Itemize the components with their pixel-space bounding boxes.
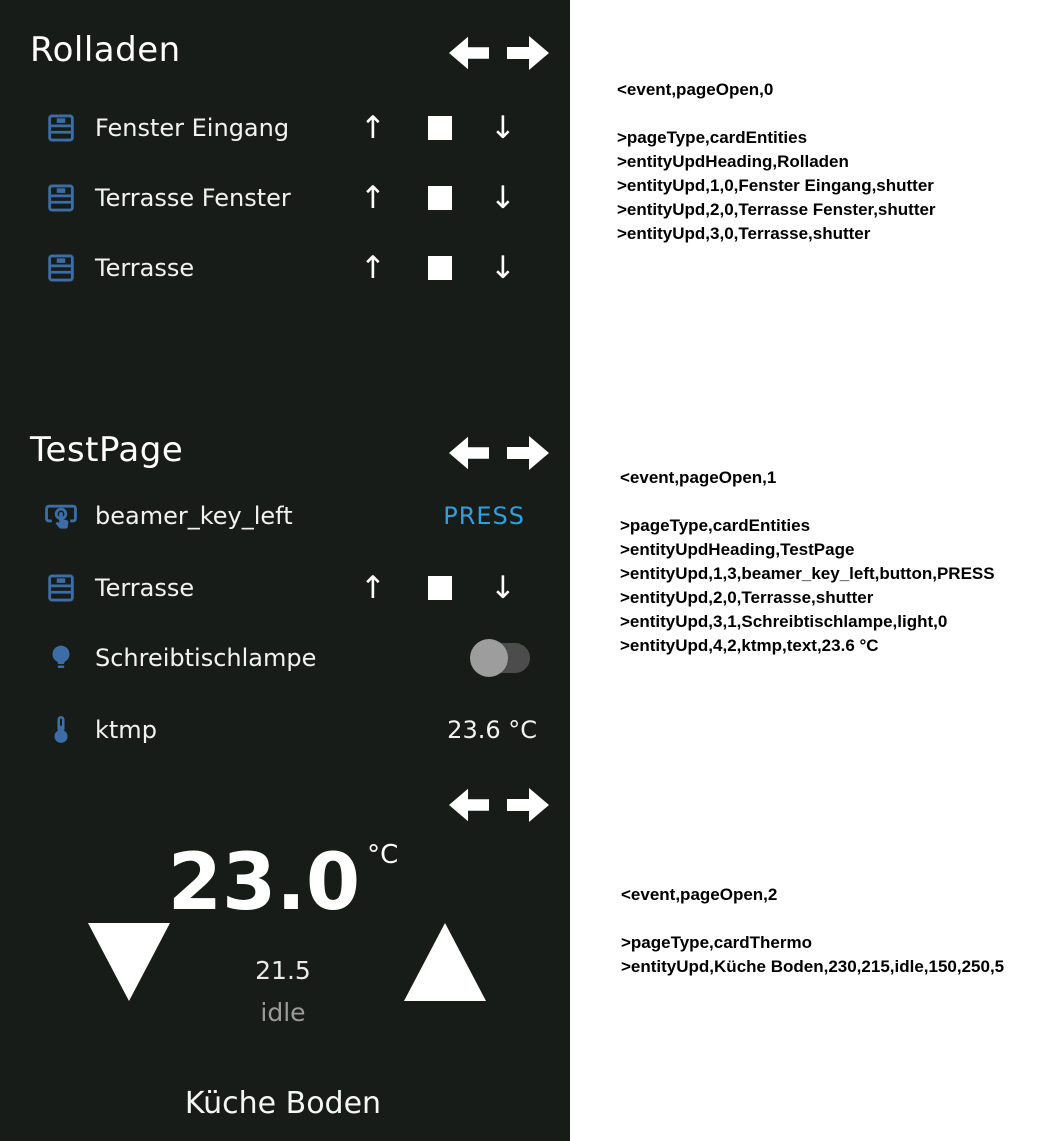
shutter-icon (44, 571, 78, 605)
entity-label: Terrasse (95, 574, 195, 602)
shutter-icon (44, 181, 78, 215)
page-next-button[interactable] (505, 788, 551, 822)
entity-row (0, 93, 570, 163)
target-temperature: 21.5 (255, 956, 311, 985)
entity-row (0, 623, 570, 693)
log-line: >entityUpd,2,0,Terrasse,shutter (620, 588, 874, 607)
log-line: <event,pageOpen,1 (620, 468, 777, 487)
page-nav (449, 436, 551, 470)
page-nav (449, 788, 551, 822)
page-next-button[interactable] (505, 436, 551, 470)
thermostat-title: Küche Boden (184, 1086, 382, 1121)
log-line (620, 490, 995, 514)
lightbulb-icon (44, 641, 78, 675)
shutter-down-button[interactable]: ↓ (490, 180, 516, 216)
log-line: >pageType,cardEntities (617, 128, 808, 147)
shutter-up-button[interactable]: ↑ (360, 570, 386, 606)
entity-label: ktmp (95, 716, 157, 744)
page-prev-button[interactable] (449, 436, 489, 470)
log-line: >entityUpdHeading,TestPage (620, 540, 855, 559)
log-line: >entityUpd,1,3,beamer_key_left,button,PRESS (620, 564, 995, 583)
card-rolladen (0, 0, 570, 400)
shutter-stop-button[interactable] (428, 116, 452, 140)
shutter-icon (44, 111, 78, 145)
entity-row (0, 233, 570, 303)
shutter-stop-button[interactable] (428, 186, 452, 210)
log-line: <event,pageOpen,2 (621, 885, 778, 904)
entity-row (0, 163, 570, 233)
shutter-stop-button[interactable] (428, 576, 452, 600)
shutter-icon (44, 251, 78, 285)
shutter-stop-button[interactable] (428, 256, 452, 280)
log-line (617, 102, 936, 126)
page-next-button[interactable] (505, 36, 551, 70)
card-thermo (0, 770, 570, 1141)
protocol-log-page2 (621, 883, 1004, 979)
card-testpage (0, 400, 570, 770)
log-line: >entityUpd,4,2,ktmp,text,23.6 °C (620, 636, 879, 655)
current-temperature-value: 23.0 (167, 838, 361, 928)
light-toggle[interactable] (470, 639, 532, 677)
entity-label: Terrasse Fenster (95, 184, 291, 212)
entity-label: Fenster Eingang (95, 114, 290, 142)
log-line: >pageType,cardThermo (621, 933, 812, 952)
log-line (621, 907, 1004, 931)
entity-row (0, 553, 570, 623)
temperature-unit: °C (367, 840, 399, 870)
shutter-down-button[interactable]: ↓ (490, 110, 516, 146)
protocol-log-page1 (620, 466, 995, 658)
log-line: >entityUpdHeading,Rolladen (617, 152, 849, 171)
log-line: <event,pageOpen,0 (617, 80, 774, 99)
page-prev-button[interactable] (449, 36, 489, 70)
shutter-up-button[interactable]: ↑ (360, 250, 386, 286)
shutter-up-button[interactable]: ↑ (360, 180, 386, 216)
hvac-state: idle (260, 998, 306, 1027)
log-line: >entityUpd,Küche Boden,230,215,idle,150,250,5 (621, 957, 1005, 976)
press-button[interactable]: PRESS (443, 502, 525, 530)
page-nav (449, 36, 551, 70)
sensor-value: 23.6 °C (447, 716, 537, 744)
thermometer-icon (44, 713, 78, 747)
entity-row (0, 481, 570, 551)
log-line: >entityUpd,3,0,Terrasse,shutter (617, 224, 871, 243)
toggle-knob (470, 639, 508, 677)
gesture-tap-button-icon (44, 499, 78, 533)
log-line: >pageType,cardEntities (620, 516, 811, 535)
shutter-down-button[interactable]: ↓ (490, 250, 516, 286)
log-line: >entityUpd,3,1,Schreibtischlampe,light,0 (620, 612, 948, 631)
page-title: Rolladen (30, 30, 181, 70)
entity-label: beamer_key_left (95, 502, 293, 530)
log-line: >entityUpd,2,0,Terrasse Fenster,shutter (617, 200, 936, 219)
entity-row (0, 695, 570, 765)
current-temperature (0, 838, 566, 928)
page-title: TestPage (30, 430, 184, 470)
page-prev-button[interactable] (449, 788, 489, 822)
shutter-down-button[interactable]: ↓ (490, 570, 516, 606)
protocol-log-page0 (617, 78, 936, 246)
shutter-up-button[interactable]: ↑ (360, 110, 386, 146)
log-line: >entityUpd,1,0,Fenster Eingang,shutter (617, 176, 934, 195)
entity-label: Schreibtischlampe (95, 644, 317, 672)
entity-label: Terrasse (95, 254, 195, 282)
